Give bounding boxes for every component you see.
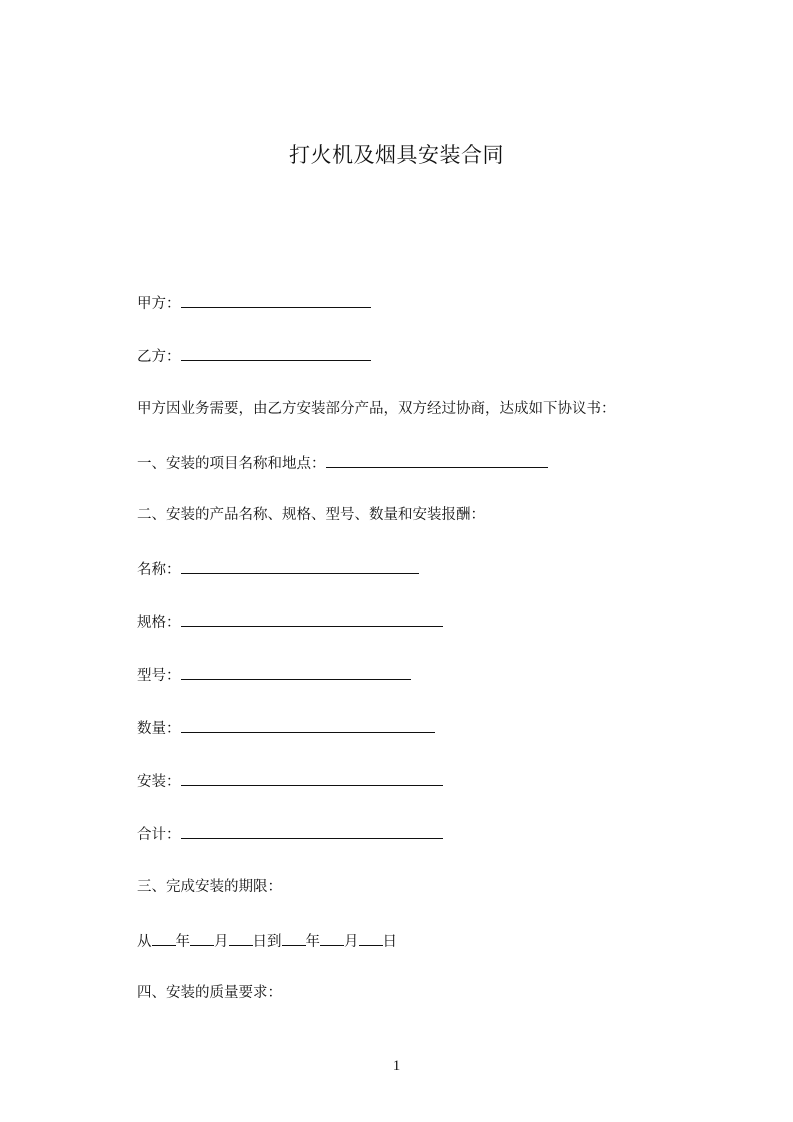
section-1-label: 一、安装的项目名称和地点： — [137, 456, 326, 472]
section-2-heading: 二、安装的产品名称、规格、型号、数量和安装报酬： — [137, 507, 485, 523]
installation-label: 安装： — [137, 774, 181, 790]
name-label: 名称： — [137, 562, 181, 578]
party-b-label: 乙方： — [137, 349, 181, 365]
start-day-label: 日 — [252, 934, 267, 950]
model-blank[interactable] — [181, 664, 411, 680]
total-label: 合计： — [137, 827, 181, 843]
start-day-blank[interactable] — [229, 930, 253, 946]
spec-blank[interactable] — [181, 611, 443, 627]
start-month-blank[interactable] — [190, 930, 214, 946]
name-line — [137, 558, 419, 580]
party-b-blank[interactable] — [181, 345, 371, 361]
end-year-label: 年 — [305, 934, 320, 950]
contract-title: 打火机及烟具安装合同 — [289, 143, 504, 167]
quantity-line — [137, 717, 435, 739]
date-to-label: 到 — [267, 934, 282, 950]
end-year-blank[interactable] — [282, 930, 306, 946]
installation-blank[interactable] — [181, 770, 443, 786]
party-a-label: 甲方： — [137, 296, 181, 312]
page-number: 1 — [392, 1058, 401, 1074]
name-blank[interactable] — [181, 558, 419, 574]
party-a-line — [137, 292, 371, 314]
model-label: 型号： — [137, 668, 181, 684]
end-month-blank[interactable] — [320, 930, 344, 946]
spec-label: 规格： — [137, 615, 181, 631]
party-b-line — [137, 345, 371, 367]
section-3-heading: 三、完成安装的期限： — [137, 879, 282, 895]
contract-intro: 甲方因业务需要，由乙方安装部分产品，双方经过协商，达成如下协议书： — [137, 401, 616, 417]
date-from-label: 从 — [137, 934, 152, 950]
model-line — [137, 664, 411, 686]
installation-line — [137, 770, 443, 792]
end-month-label: 月 — [344, 934, 359, 950]
party-a-blank[interactable] — [181, 292, 371, 308]
installation-date-line — [137, 930, 397, 952]
end-day-label: 日 — [382, 934, 397, 950]
start-month-label: 月 — [214, 934, 229, 950]
quantity-label: 数量： — [137, 721, 181, 737]
section-1-blank[interactable] — [326, 452, 548, 468]
quantity-blank[interactable] — [181, 717, 435, 733]
total-blank[interactable] — [181, 823, 443, 839]
start-year-blank[interactable] — [152, 930, 176, 946]
section-4-heading: 四、安装的质量要求： — [137, 985, 282, 1001]
end-day-blank[interactable] — [359, 930, 383, 946]
total-line — [137, 823, 443, 845]
spec-line — [137, 611, 443, 633]
section-1-line — [137, 452, 548, 474]
start-year-label: 年 — [175, 934, 190, 950]
